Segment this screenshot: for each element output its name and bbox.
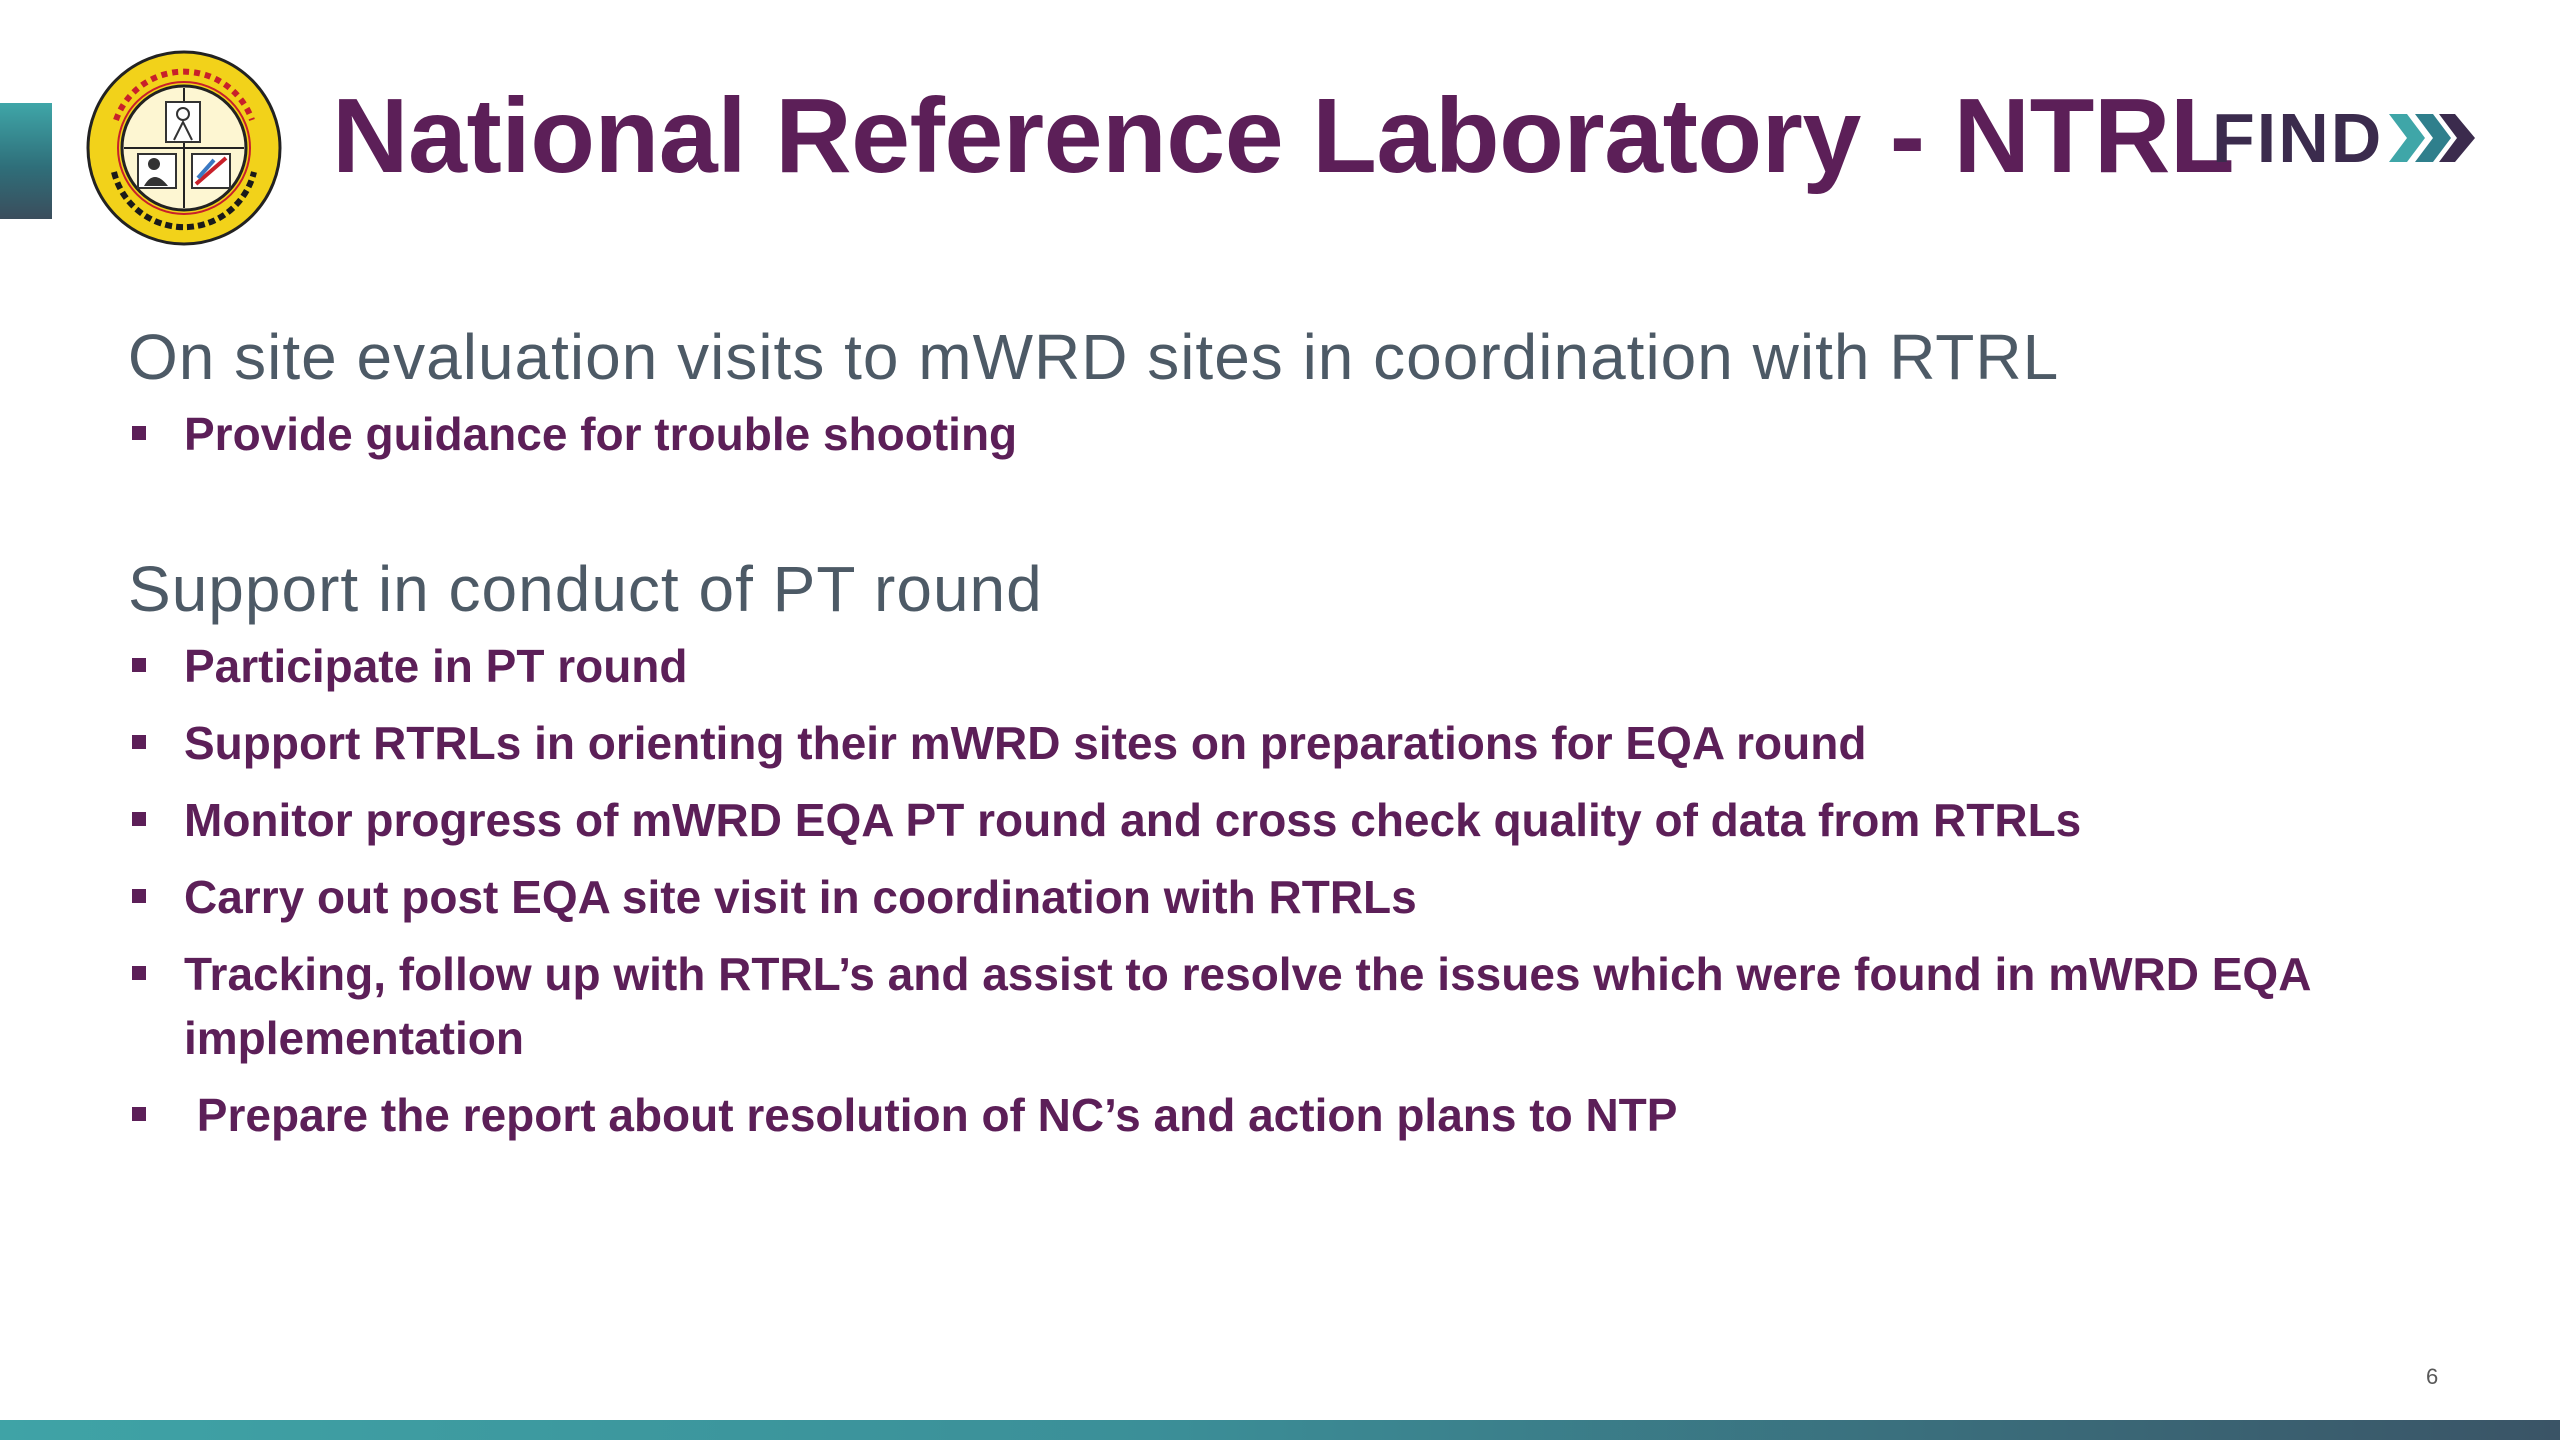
bullet-text: Monitor progress of mWRD EQA PT round and cross check quality of data from RTRLs [184,794,2082,846]
bullet-text: Support RTRLs in orienting their mWRD sites on preparations for EQA round [184,717,1867,769]
find-chevrons-icon [2389,110,2475,166]
bullet-text: Carry out post EQA site visit in coordination with RTRLs [184,871,1417,923]
find-brand-logo [2212,98,2475,178]
bullet-item [128,711,2428,775]
bullet-text: Prepare the report about resolution of NC’s and action plans to NTP [184,1089,1678,1141]
bullet-item [128,788,2428,852]
bullet-item [128,1083,2428,1147]
slide-title: National Reference Laboratory - NTRL [332,77,2235,195]
ntp-emblem-logo [86,50,282,246]
bullet-item [128,402,2428,466]
footer-bar [0,1420,2560,1440]
square-bullet-icon [132,812,146,826]
bullet-item [128,865,2428,929]
square-bullet-icon [132,735,146,749]
bullet-text: Tracking, follow up with RTRL’s and assist to resolve the issues which were found in mWRD EQA implementation [184,948,2310,1064]
square-bullet-icon [132,658,146,672]
square-bullet-icon [132,889,146,903]
page-number: 6 [2426,1364,2439,1389]
square-bullet-icon [132,426,146,440]
left-accent-bar [0,103,52,219]
section-onsite-evaluation [128,312,2428,466]
bullet-item [128,634,2428,698]
section-pt-round [128,544,2428,1147]
section-heading: Support in conduct of PT round [128,553,1043,625]
brand-wordmark: FIND [2212,99,2384,177]
bullet-text: Provide guidance for trouble shooting [184,408,1018,460]
bullet-text: Participate in PT round [184,640,688,692]
square-bullet-icon [132,966,146,980]
slide-content [128,312,2428,1160]
square-bullet-icon [132,1107,146,1121]
bullet-list [128,402,2428,466]
bullet-list [128,634,2428,1147]
section-heading: On site evaluation visits to mWRD sites in coordination with RTRL [128,321,2060,393]
bullet-item [128,942,2428,1070]
